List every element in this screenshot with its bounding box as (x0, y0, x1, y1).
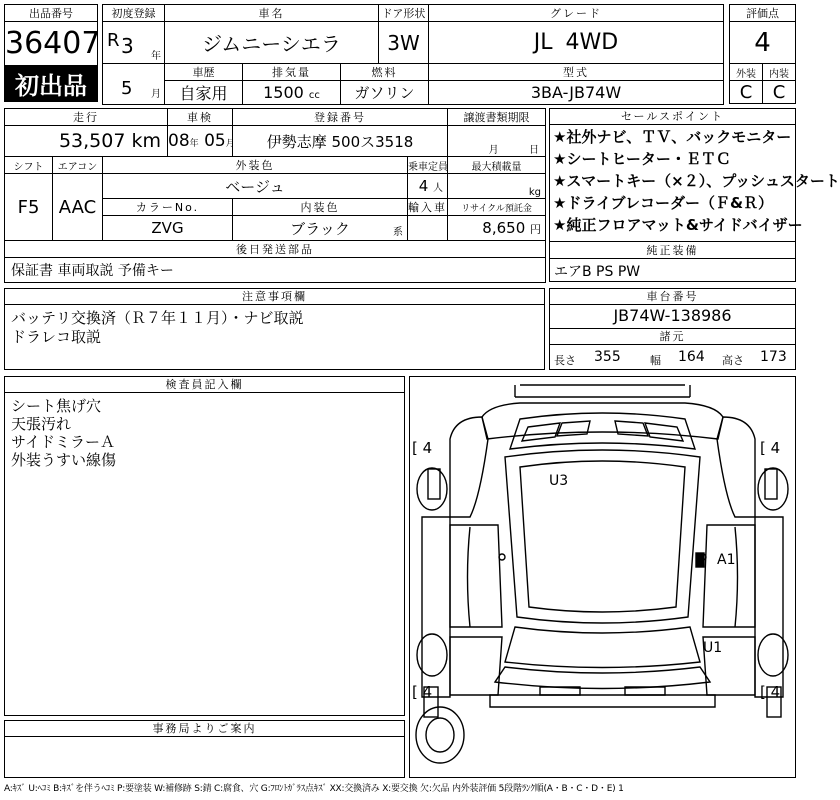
later-parts: 保証書 車両取説 予備キー (5, 258, 546, 283)
displacement-label: 排気量 (243, 64, 341, 81)
inspector-lines (5, 395, 122, 471)
int-color-suffix: 系 (393, 227, 403, 238)
left-front-fender (450, 417, 488, 517)
capacity-unit: 人 (433, 183, 444, 194)
interior-label: 内装 (763, 64, 796, 81)
mileage-cell (5, 126, 168, 157)
capacity: 4 (418, 177, 429, 195)
damage-mark-right-rear: U1 (703, 640, 723, 656)
lot-label: 出品番号 (5, 5, 98, 22)
load-label: 最大積載量 (448, 157, 546, 174)
door-type: 3W (379, 22, 429, 64)
right-mirror (696, 553, 704, 567)
plate-label: 登録番号 (233, 109, 448, 126)
dims-title: 諸元 (550, 328, 795, 345)
ac: AAC (53, 174, 103, 241)
inspector-line: サイドミラーＡ (11, 433, 115, 451)
equipment: エアB PS PW (554, 264, 641, 280)
score-block (729, 4, 796, 104)
score-label: 評価点 (730, 5, 796, 22)
tire-front-right (758, 468, 788, 510)
color-no: ZVG (103, 216, 233, 241)
front-left-marker (428, 469, 440, 499)
sales-point-item: ★社外ナビ、ＴＶ、バックモニター (553, 128, 792, 146)
office-title: 事務局よりご案内 (5, 721, 404, 737)
sales-point-item: ★純正フロアマット&サイドバイザー (553, 216, 803, 234)
car-name: ジムニーシエラ (165, 22, 379, 64)
lot-number: 36407 (5, 22, 98, 66)
caution-title: 注意事項欄 (5, 289, 544, 305)
transfer-month-unit: 月 (488, 145, 499, 156)
right-side-panel (755, 517, 783, 697)
plate: 伊勢志摩 500ス3518 (233, 126, 448, 157)
front-bumper (515, 385, 690, 397)
displacement-cell (243, 81, 341, 105)
tire-front-left (417, 468, 447, 510)
details-table (4, 108, 546, 283)
spare-tire-inner (426, 718, 454, 752)
damage-mark-roof: U3 (549, 473, 569, 489)
inspection-label: 車検 (168, 109, 233, 126)
chassis-title: 車台番号 (550, 289, 795, 305)
mileage-label: 走行 (5, 109, 168, 126)
tire-grade-rear-right: [ 4 (760, 683, 781, 701)
recycle-cell (448, 216, 546, 241)
year-unit: 年 (151, 51, 161, 62)
transfer-label: 譲渡書類期限 (448, 109, 546, 126)
first-listing-badge: 初出品 (5, 66, 98, 102)
car-name-label: 車名 (165, 5, 379, 22)
inspection-month: 05 (204, 131, 226, 151)
inspection-year-unit: 年 (189, 139, 199, 149)
left-door (450, 525, 502, 627)
fuel-label: 燃料 (341, 64, 429, 81)
ac-label: エアコン (53, 157, 103, 174)
recycle-unit: 円 (530, 223, 542, 236)
inspector-line: シート焦げ穴 (11, 397, 102, 415)
sales-point-item: ★ドライブレコーダー（Ｆ&Ｒ） (553, 194, 774, 212)
inspector-line: 天張汚れ (11, 415, 72, 433)
length: 355 (594, 349, 621, 365)
mileage-unit: km (131, 130, 161, 152)
int-color-label: 内装色 (233, 199, 408, 216)
car-diagram-svg (410, 377, 795, 777)
right-door (703, 525, 755, 627)
ext-color-label: 外装色 (103, 157, 408, 174)
caution-lines (5, 307, 310, 349)
chassis-number: JB74W-138986 (613, 306, 732, 325)
rear-bumper (490, 695, 715, 707)
reg-year-label: 初度登録 (103, 5, 165, 22)
windshield-strips (522, 421, 683, 441)
color-no-label: カラーNo. (103, 199, 233, 216)
vehicle-info-table (102, 4, 724, 105)
model: 3BA-JB74W (429, 81, 724, 105)
sales-point-item: ★シートヒーター・ＥＴＣ (553, 150, 731, 168)
sales-points-box (549, 108, 840, 282)
inspector-line: 外装うすい線傷 (11, 451, 117, 469)
ext-color: ベージュ (103, 174, 408, 199)
recycle-label: リサイクル預託金 (448, 199, 546, 216)
office-box (4, 720, 405, 778)
reg-year: 3 (121, 34, 134, 58)
tire-grade-front-right: [ 4 (760, 439, 781, 457)
capacity-cell (408, 174, 448, 199)
shift: F5 (5, 174, 53, 241)
height-label: 高さ (722, 354, 744, 367)
windshield (510, 413, 695, 449)
shift-label: シフト (5, 157, 53, 174)
sales-points-title: セールスポイント (550, 109, 795, 125)
caution-line: ドラレコ取説 (11, 328, 102, 346)
later-parts-label: 後日発送部品 (5, 241, 546, 258)
int-color-cell (233, 216, 408, 241)
caution-box (4, 288, 545, 370)
height: 173 (760, 349, 787, 365)
chassis-box (549, 288, 796, 370)
left-side-panel (422, 517, 450, 697)
model-label: 型式 (429, 64, 724, 81)
left-rear-quarter (450, 637, 502, 695)
import-value (408, 216, 448, 241)
width-label: 幅 (650, 354, 661, 367)
reg-year-cell (103, 22, 165, 64)
spare-tire (416, 707, 464, 763)
door-label: ドア形状 (379, 5, 429, 22)
caution-line: バッテリ交換済（Ｒ７年１１月）・ナビ取説 (11, 309, 304, 327)
rear-hatch (495, 667, 710, 689)
transfer-cell (448, 126, 546, 157)
right-front-fender (717, 417, 755, 517)
mileage: 53,507 (58, 130, 126, 152)
length-label: 長さ (554, 354, 576, 367)
exterior-grade: C (730, 81, 763, 104)
transfer-day-unit: 日 (529, 145, 540, 156)
sales-point-item: ★スマートキー（×２）、プッシュスタート (553, 172, 840, 190)
inspector-title: 検査員記入欄 (5, 377, 404, 393)
inspection-cell (168, 126, 233, 157)
history-label: 車歴 (165, 64, 243, 81)
import-label: 輸入車 (408, 199, 448, 216)
reg-month: 5 (121, 78, 133, 99)
recycle: 8,650 (482, 219, 526, 237)
lot-block (4, 4, 101, 102)
roof-inner (520, 461, 685, 612)
tire-grade-front-left: [ 4 (412, 439, 433, 457)
inspection-year: 08 (168, 131, 190, 151)
interior-grade: C (763, 81, 796, 104)
width: 164 (678, 349, 705, 365)
car-diagram (409, 376, 796, 778)
sales-points-list (550, 126, 840, 236)
tire-grade-rear-left: [ 4 (412, 683, 433, 701)
inspection-month-unit: 月 (225, 139, 235, 149)
equipment-label: 純正装備 (550, 243, 795, 259)
inspector-box (4, 376, 405, 716)
fuel: ガソリン (341, 81, 429, 105)
exterior-label: 外装 (730, 64, 763, 81)
month-unit: 月 (151, 89, 161, 100)
load-cell (448, 174, 546, 199)
hood (482, 403, 723, 439)
grade-label: グレード (429, 5, 724, 22)
load-unit: kg (528, 187, 542, 198)
reg-month-cell (103, 64, 165, 105)
int-color: ブラック (290, 219, 350, 238)
front-right-marker (765, 469, 777, 499)
grade: JL 4WD (429, 22, 724, 64)
score: 4 (730, 22, 796, 64)
displacement: 1500 (263, 83, 304, 102)
rear-window (505, 627, 700, 668)
damage-mark-right-mirror: A1 (717, 552, 736, 568)
era: R (107, 30, 120, 51)
capacity-label: 乗車定員 (408, 157, 448, 174)
roof (505, 450, 700, 623)
history: 自家用 (165, 81, 243, 105)
displacement-unit: cc (308, 90, 320, 101)
legend-footer: A:ｷｽﾞ U:ﾍｺﾐ B:ｷｽﾞを伴うﾍｺﾐ P:要塗装 W:補修跡 S:錆 C:腐食、穴 G:ﾌﾛﾝﾄｶﾞﾗｽ点ｷｽﾞ XX:交換済み X:要交換 欠:欠品 内外装評価 5段階ﾗﾝｸ順(A・B・C・D・E) 1 (4, 784, 624, 794)
